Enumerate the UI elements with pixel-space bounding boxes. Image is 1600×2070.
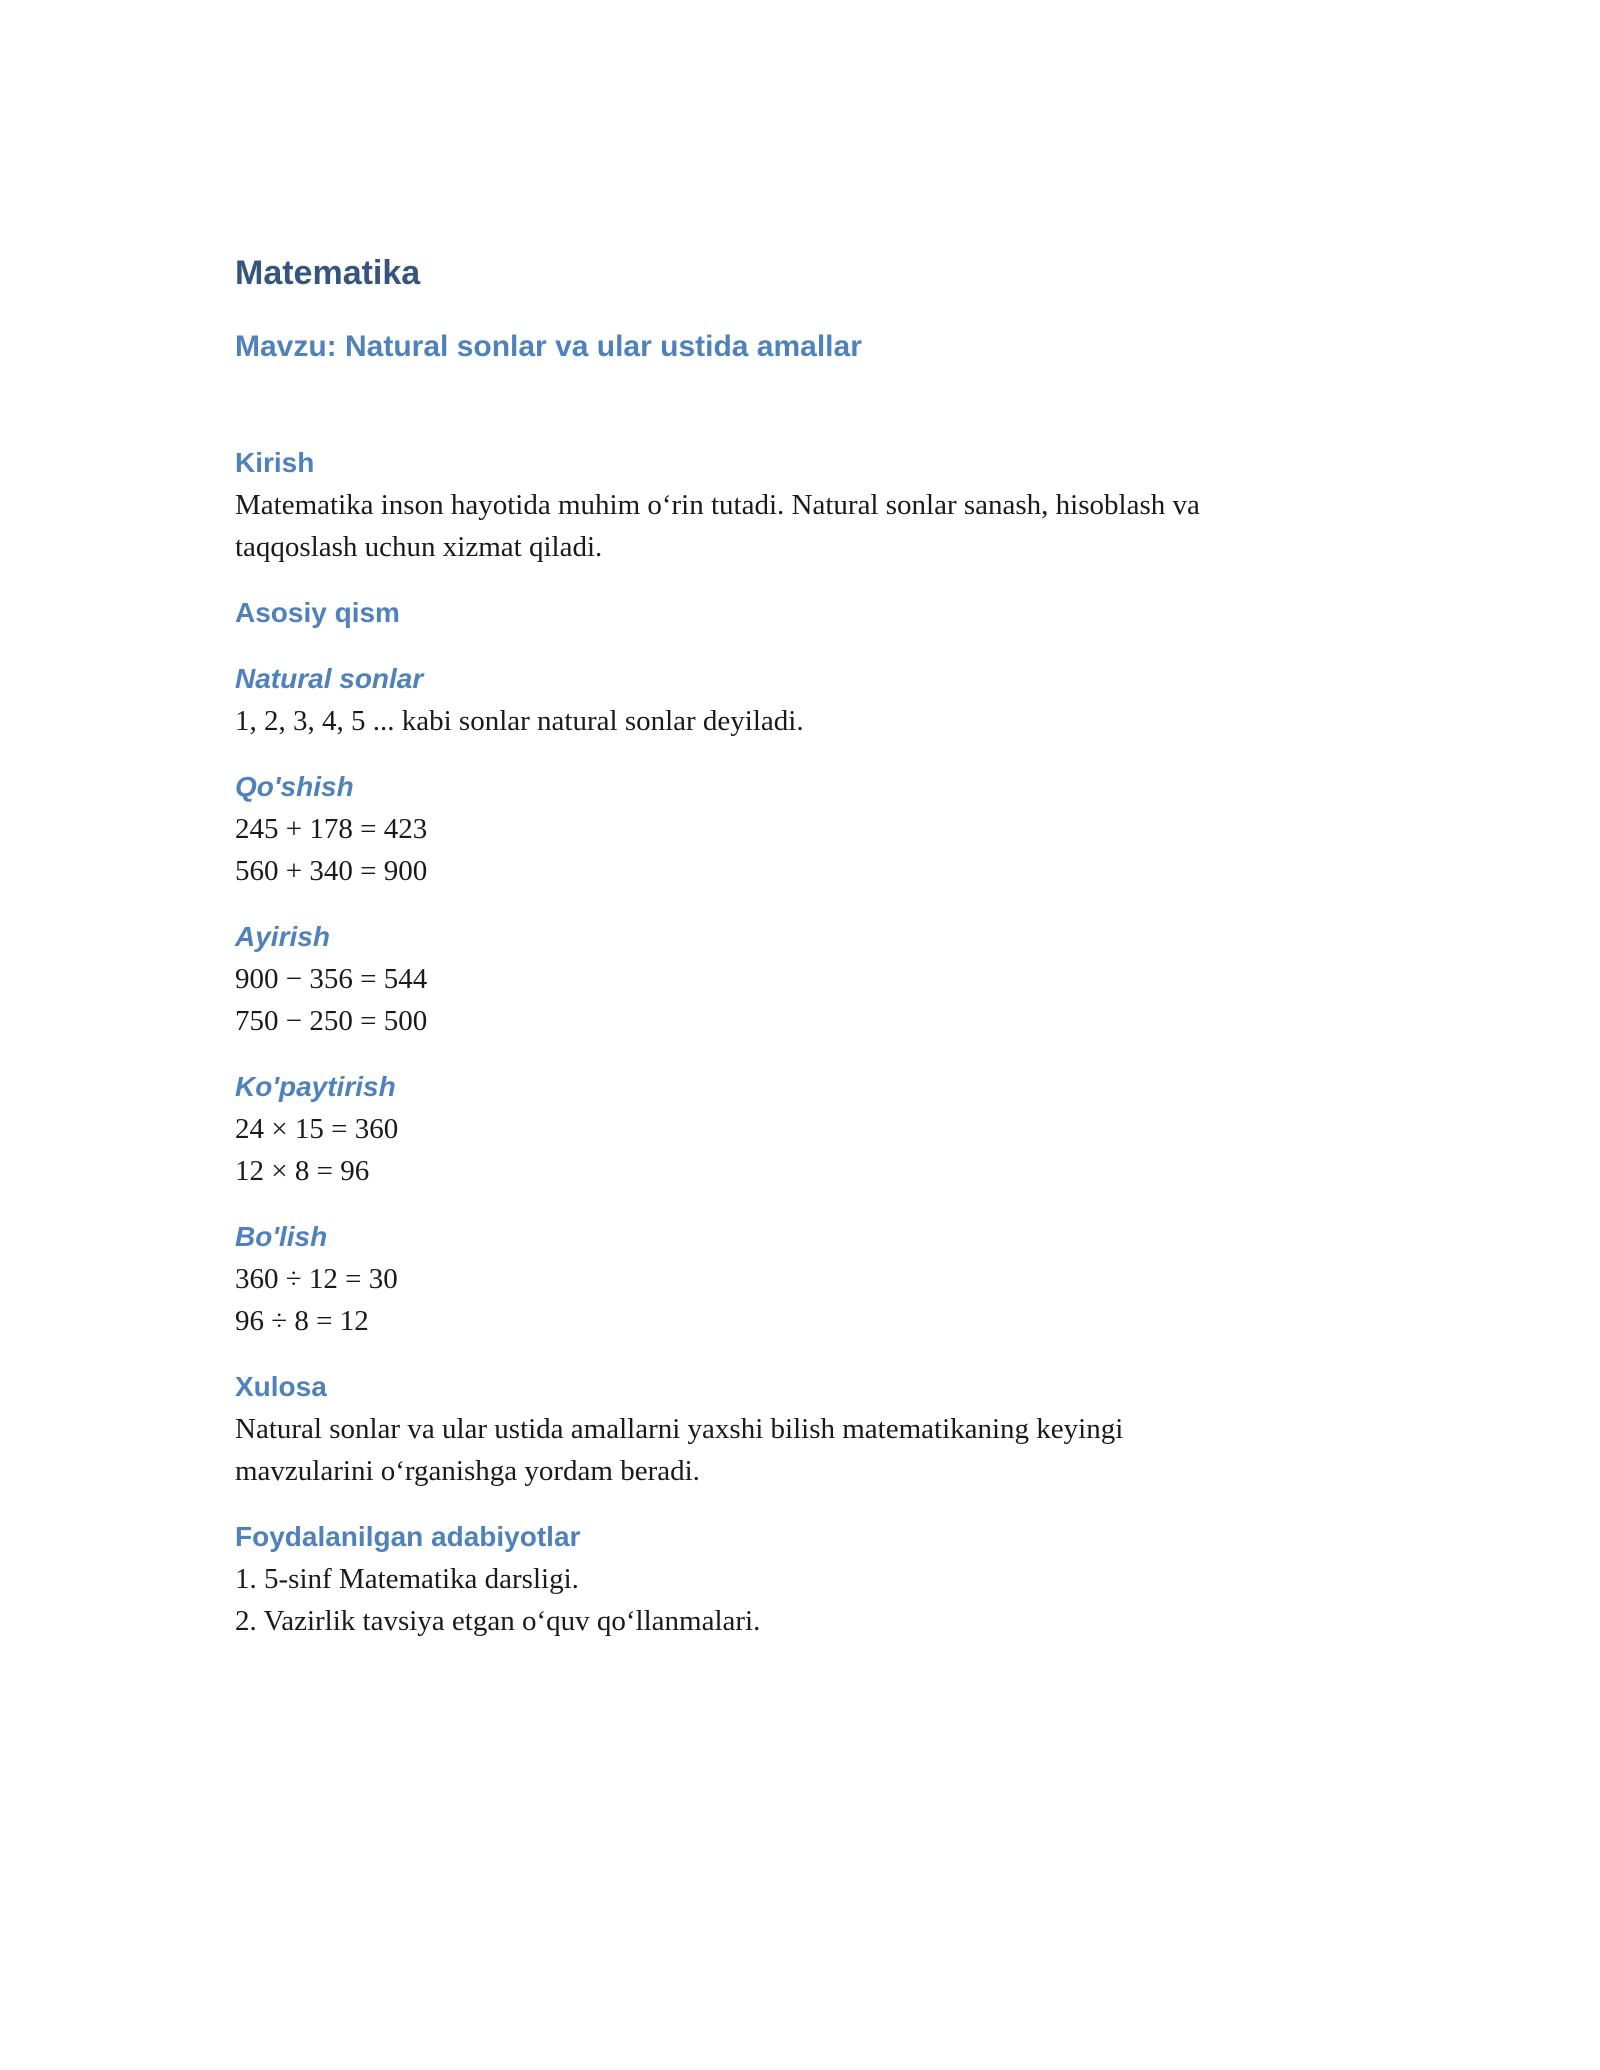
subsection-heading: Ko'paytirish [235,1071,396,1102]
section-asosiy [235,592,1365,634]
paragraph-line: mavzularini o‘rganishga yordam beradi. [235,1455,700,1487]
subsection-heading: Qo'shish [235,771,354,802]
document-subtitle: Mavzu: Natural sonlar va ular ustida amallar [235,330,862,363]
section-ayirish [235,916,1365,1042]
section-adabiyotlar [235,1516,1365,1642]
paragraph-line: taqqoslash uchun xizmat qiladi. [235,531,603,563]
paragraph-line: Natural sonlar va ular ustida amallarni yaxshi bilish matematikaning keyingi [235,1413,1124,1445]
equation-line: 900 − 356 = 544 [235,963,428,995]
section-natural-sonlar [235,658,1365,742]
document-page [235,248,1365,1642]
section-xulosa [235,1366,1365,1492]
paragraph-line: 1, 2, 3, 4, 5 ... kabi sonlar natural sonlar deyiladi. [235,705,804,737]
equation-line: 360 ÷ 12 = 30 [235,1263,398,1295]
equation-line: 560 + 340 = 900 [235,855,428,887]
reference-item: 2. Vazirlik tavsiya etgan o‘quv qo‘llanmalari. [235,1605,761,1637]
equation-line: 245 + 178 = 423 [235,813,428,845]
section-heading: Foydalanilgan adabiyotlar [235,1521,581,1552]
equation-line: 24 × 15 = 360 [235,1113,399,1145]
document-title: Matematika [235,254,421,292]
subsection-heading: Ayirish [235,921,330,952]
section-heading: Xulosa [235,1371,327,1402]
reference-item: 1. 5-sinf Matematika darsligi. [235,1563,579,1595]
equation-line: 96 ÷ 8 = 12 [235,1305,369,1337]
section-kirish [235,442,1365,568]
subsection-heading: Natural sonlar [235,663,424,694]
equation-line: 750 − 250 = 500 [235,1005,428,1037]
section-kopaytirish [235,1066,1365,1192]
section-qoshish [235,766,1365,892]
equation-line: 12 × 8 = 96 [235,1155,370,1187]
subsection-heading: Bo'lish [235,1221,328,1252]
section-heading: Asosiy qism [235,597,400,628]
section-heading: Kirish [235,447,315,478]
section-bolish [235,1216,1365,1342]
paragraph-line: Matematika inson hayotida muhim o‘rin tutadi. Natural sonlar sanash, hisoblash va [235,489,1200,521]
